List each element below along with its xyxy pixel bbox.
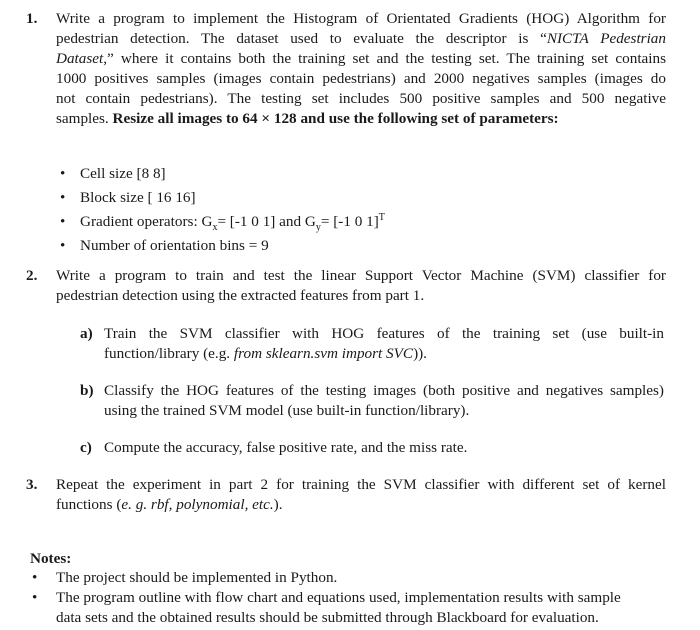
param-orientation-bins: • Number of orientation bins = 9 [60, 234, 385, 258]
gradient-subscript-y: y [315, 222, 321, 234]
question-2c-label: c) [80, 439, 92, 456]
notes-title: Notes: [30, 550, 72, 567]
question-2a-label: a) [80, 325, 93, 342]
q3-line-2 [56, 495, 666, 515]
q2c-line-1: Compute the accuracy, false positive rate, and the miss rate. [104, 439, 468, 456]
gradient-transpose: T [378, 211, 385, 223]
q2a-line-2 [104, 344, 664, 364]
question-2-number: 2. [26, 267, 38, 284]
q2a-line-2-text: function/library (e.g. [104, 345, 234, 362]
sklearn-import-example: from sklearn.svm import SVC [233, 345, 414, 362]
q2a-line-1: Train the SVM classifier with HOG features of the training set (use built-in [104, 325, 664, 342]
gradient-text-3: = [-1 0 1] [320, 213, 379, 230]
param-cell-size: • Cell size [8 8] [60, 162, 385, 186]
q1-line-6-text: samples. [56, 110, 113, 127]
note-2-line-2: data sets and the obtained results should be submitted through Blackboard for evaluation. [56, 609, 599, 626]
question-2 [26, 266, 666, 306]
question-2b-label: b) [80, 382, 94, 399]
notes-list [30, 568, 666, 628]
kernel-examples: e. g. rbf, polynomial, etc. [121, 496, 274, 513]
q3-line-2-text: functions ( [56, 496, 122, 513]
question-3 [26, 475, 666, 515]
question-2-text [56, 266, 666, 306]
resize-instruction: Resize all images to 64 × 128 and use the following set of parameters: [112, 110, 559, 127]
dataset-name-part-1: NICTA Pedestrian [546, 30, 666, 47]
question-1-text [56, 9, 666, 129]
question-2c-text [104, 438, 664, 458]
gradient-text-2: = [-1 0 1] and G [217, 213, 316, 230]
q3-line-2-end: ). [273, 496, 283, 513]
question-2a-text [104, 324, 664, 364]
q2-line-1: Write a program to train and test the linear Support Vector Machine (SVM) classifier for [56, 267, 666, 284]
q1-line-2 [56, 29, 666, 49]
note-2-line-1: • The program outline with flow chart and equations used, implementation results with sample [56, 589, 621, 606]
note-2 [30, 588, 666, 628]
q2b-line-2: using the trained SVM model (use built-in function/library). [104, 402, 470, 419]
question-2b-text [104, 381, 664, 421]
question-2c [80, 438, 664, 458]
question-3-text [56, 475, 666, 515]
q1-line-4: 1000 positives samples (images contain pedestrians) and 2000 negatives samples (images do [56, 70, 666, 87]
gradient-text-1: Gradient operators: G [80, 213, 213, 230]
q1-line-6 [56, 109, 666, 129]
hog-parameter-list [60, 162, 385, 258]
question-2b [80, 381, 664, 421]
dataset-name-part-2: Dataset [56, 50, 104, 67]
q2a-line-2-end: )). [413, 345, 427, 362]
note-1: • The project should be implemented in Python. [30, 568, 666, 588]
q1-line-2-text: pedestrian detection. The dataset used to evaluate the descriptor is “ [56, 30, 547, 47]
q1-line-3-text: ,” where it contains both the training set and the testing set. The training set contains [103, 50, 666, 67]
question-2a [80, 324, 664, 364]
q2-line-2: pedestrian detection using the extracted features from part 1. [56, 287, 425, 304]
q1-line-3 [56, 49, 666, 69]
question-1-number: 1. [26, 10, 38, 27]
param-gradient-operators [60, 210, 385, 234]
q1-line-5: not contain pedestrians). The testing set includes 500 positive samples and 500 negative [56, 90, 666, 107]
question-3-number: 3. [26, 476, 38, 493]
param-block-size: • Block size [ 16 16] [60, 186, 385, 210]
q3-line-1: Repeat the experiment in part 2 for training the SVM classifier with different set of kernel [56, 476, 666, 493]
q1-line-1: Write a program to implement the Histogram of Orientated Gradients (HOG) Algorithm for [56, 10, 666, 27]
q2b-line-1: Classify the HOG features of the testing images (both positive and negatives samples) [104, 382, 664, 399]
gradient-subscript-x: x [212, 222, 218, 234]
question-1 [26, 9, 666, 129]
